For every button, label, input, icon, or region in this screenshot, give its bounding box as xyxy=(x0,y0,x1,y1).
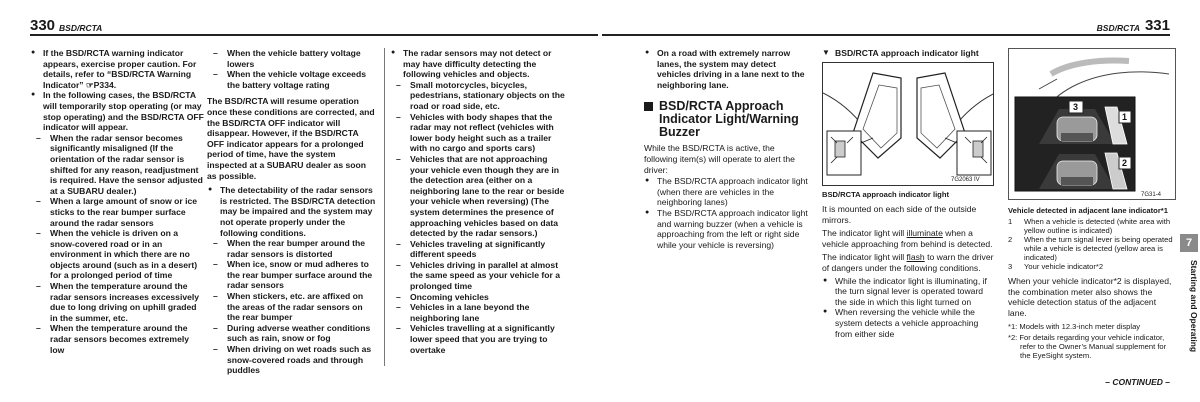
left-column-3 xyxy=(390,48,565,355)
dash-item: – When a large amount of snow or ice sticks to the rear bumper surface around the radar sensors xyxy=(30,196,204,228)
right-column-2-body xyxy=(822,190,994,339)
dash-item: – When the temperature around the radar sensors becomes extremely low xyxy=(30,323,204,355)
figure-title xyxy=(822,48,994,59)
dash-item: – When the rear bumper around the radar sensors is distorted xyxy=(207,238,377,259)
mirror-illustration xyxy=(823,63,994,186)
numbered-item xyxy=(1008,235,1176,262)
dash-item: – Vehicles traveling at significantly different speeds xyxy=(390,239,565,260)
intro-paragraph: While the BSD/RCTA is active, the following item(s) will operate to alert the driver: xyxy=(644,143,795,175)
bullet-warning-indicator: ● If the BSD/RCTA warning indicator appears, exercise proper caution. For details, refer to “BSD/RCTA Warning Indicator” ☞P334. xyxy=(30,48,204,90)
bullet-stop-operating: ● In the following cases, the BSD/RCTA will temporarily stop operating (or may stop operating) and the BSD/RCTA OFF indicator will appear. xyxy=(30,90,204,132)
continued-label: – CONTINUED – xyxy=(1105,377,1170,387)
resume-paragraph: The BSD/RCTA will resume operation once these conditions are corrected, and the BSD/RCTA OFF indicator will disappear. However, if the BSD/RCTA OFF indicator appears for a prolonged period of time, have the system inspected at a SUBARU dealer as soon as possible. xyxy=(207,96,375,181)
chapter-tab: 7 xyxy=(1180,234,1198,252)
dash-item: – Vehicles with body shapes that the radar may not reflect (vehicles with lower body height such as a trailer with no cargo and sports cars) xyxy=(390,112,565,154)
section-title: BSD/RCTA xyxy=(1096,23,1140,33)
meter-illustration xyxy=(1009,49,1176,200)
section-heading-text: BSD/RCTA Approach Indicator Light/Warning Buzzer xyxy=(659,99,799,140)
bullet-indicator-light: ● The BSD/RCTA approach indicator light (when there are vehicles in the neighboring lanes) xyxy=(644,176,808,208)
text-fragment: The indicator light will xyxy=(822,228,907,239)
numbered-item xyxy=(1008,217,1176,235)
underlined-term: flash xyxy=(906,252,925,263)
item-number: 1 xyxy=(1008,217,1013,226)
triangle-icon: ▼ xyxy=(822,48,830,57)
figure-code: 7G31-4 xyxy=(1141,192,1162,198)
underlined-term: illuminate xyxy=(906,228,943,239)
vehicle-indicator-paragraph: When your vehicle indicator*2 is displayed, the combination meter also shows the vehicle detection status of the adjacent lane. xyxy=(1008,276,1172,318)
item-number: 3 xyxy=(1008,262,1013,271)
bullet-turn-signal: ● While the indicator light is illuminating, if the turn signal lever is operated toward the side in which this light turned on xyxy=(822,276,994,308)
dash-item: – During adverse weather conditions such as rain, snow or fog xyxy=(207,323,377,344)
left-column-2 xyxy=(207,48,377,376)
dash-item: – Small motorcycles, bicycles, pedestrians, stationary objects on the road or road side, etc. xyxy=(390,80,565,112)
right-column-2 xyxy=(822,48,994,59)
dash-item: – Oncoming vehicles xyxy=(390,292,565,303)
header-rule xyxy=(602,34,1170,36)
meter-figure xyxy=(1008,48,1176,200)
dash-item: – When driving on wet roads such as snow-covered roads and through puddles xyxy=(207,344,377,376)
page-number: 330 xyxy=(30,17,56,34)
bullet-narrow-lanes: ● On a road with extremely narrow lanes, the system may detect vehicles driving in a lane next to the neighboring lane. xyxy=(644,48,808,90)
right-page xyxy=(602,0,1200,402)
bullet-detectability: ● The detectability of the radar sensors is restricted. The BSD/RCTA detection may be impaired and the system may not operate properly under the following conditions. xyxy=(207,185,377,238)
dash-item: – When the radar sensor becomes significantly misaligned (If the orientation of the radar sensor is shifted for any reason, readjustment is required. Have the sensor adjusted at a SUBARU dealer.) xyxy=(30,133,204,197)
mounted-paragraph: It is mounted on each side of the outside mirrors. xyxy=(822,204,977,225)
illuminate-paragraph xyxy=(822,228,994,249)
meter-caption: Vehicle detected in adjacent lane indicator*1 xyxy=(1008,206,1168,215)
item-text: Your vehicle indicator*2 xyxy=(1024,262,1104,271)
dash-item: – When the vehicle voltage exceeds the battery voltage rating xyxy=(207,69,377,90)
section-heading xyxy=(644,100,808,139)
left-header xyxy=(30,17,102,33)
figure-caption: BSD/RCTA approach indicator light xyxy=(822,190,949,199)
text-fragment: The indicator light will xyxy=(822,252,907,263)
bullet-reversing: ● When reversing the vehicle while the system detects a vehicle approaching from either side xyxy=(822,307,994,339)
header-rule xyxy=(30,34,598,36)
dash-item: – Vehicles driving in parallel at almost the same speed as your vehicle for a prolonged time xyxy=(390,260,565,292)
column-divider xyxy=(384,48,385,366)
left-column-1 xyxy=(30,48,204,355)
marker-3: 3 xyxy=(1073,102,1079,112)
numbered-item xyxy=(1008,262,1176,271)
dash-item: – Vehicles in a lane beyond the neighboring lane xyxy=(390,302,565,323)
dash-item: – Vehicles travelling at a significantly lower speed that you are trying to overtake xyxy=(390,323,565,355)
item-number: 2 xyxy=(1008,235,1013,244)
dash-item: – When the vehicle battery voltage lowers xyxy=(207,48,377,69)
page-number: 331 xyxy=(1144,17,1170,34)
footnote: *2: For details regarding your vehicle indicator, refer to the Owner’s Manual supplement for the EyeSight system. xyxy=(1008,333,1167,361)
dash-item: – When the vehicle is driven on a snow-covered road or in an environment in which there are no objects around (such as in a desert) for a prolonged period of time xyxy=(30,228,204,281)
right-header xyxy=(1097,17,1170,33)
bullet-not-detect: ● The radar sensors may not detect or may have difficulty detecting the following vehicles and objects. xyxy=(390,48,565,80)
dash-item: – When ice, snow or mud adheres to the rear bumper surface around the radar sensors xyxy=(207,259,377,291)
item-text: When a vehicle is detected (white area with yellow outline is indicated) xyxy=(1024,217,1171,235)
figure-title-text: BSD/RCTA approach indicator light xyxy=(835,48,979,58)
flash-paragraph xyxy=(822,252,994,273)
marker-1: 1 xyxy=(1122,112,1128,122)
marker-2: 2 xyxy=(1122,158,1128,168)
left-page xyxy=(0,0,598,402)
dash-item: – Vehicles that are not approaching your vehicle even though they are in the detection area (either on a neighboring lane to the rear or beside your vehicle when reversing) (The system determines the presence of approaching vehicles based on data detected by the radar sensors.) xyxy=(390,154,565,239)
item-text: When the turn signal lever is being operated while a vehicle is detected (yellow area is indicated) xyxy=(1024,235,1173,262)
chapter-side-label: Starting and Operating xyxy=(1189,260,1199,353)
text-fragment: when a vehicle approaching from behind is detected. xyxy=(822,228,993,249)
bullet-indicator-buzzer: ● The BSD/RCTA approach indicator light and warning buzzer (when a vehicle is approaching from the left or right side while your vehicle is reversing) xyxy=(644,208,808,250)
right-column-3 xyxy=(1008,206,1176,360)
right-column-1 xyxy=(644,48,808,250)
section-title: BSD/RCTA xyxy=(59,23,103,33)
figure-code: 7G2063 IV xyxy=(951,177,980,183)
dash-item: – When the temperature around the radar sensors increases excessively due to long driving on uphill graded in the summer, etc. xyxy=(30,281,204,323)
dash-item: – When stickers, etc. are affixed on the areas of the radar sensors on the rear bumper xyxy=(207,291,377,323)
mirror-figure xyxy=(822,62,994,186)
footnote: *1: Models with 12.3-inch meter display xyxy=(1008,322,1141,332)
text-fragment: to warn the driver of dangers under the following conditions. xyxy=(822,252,994,273)
